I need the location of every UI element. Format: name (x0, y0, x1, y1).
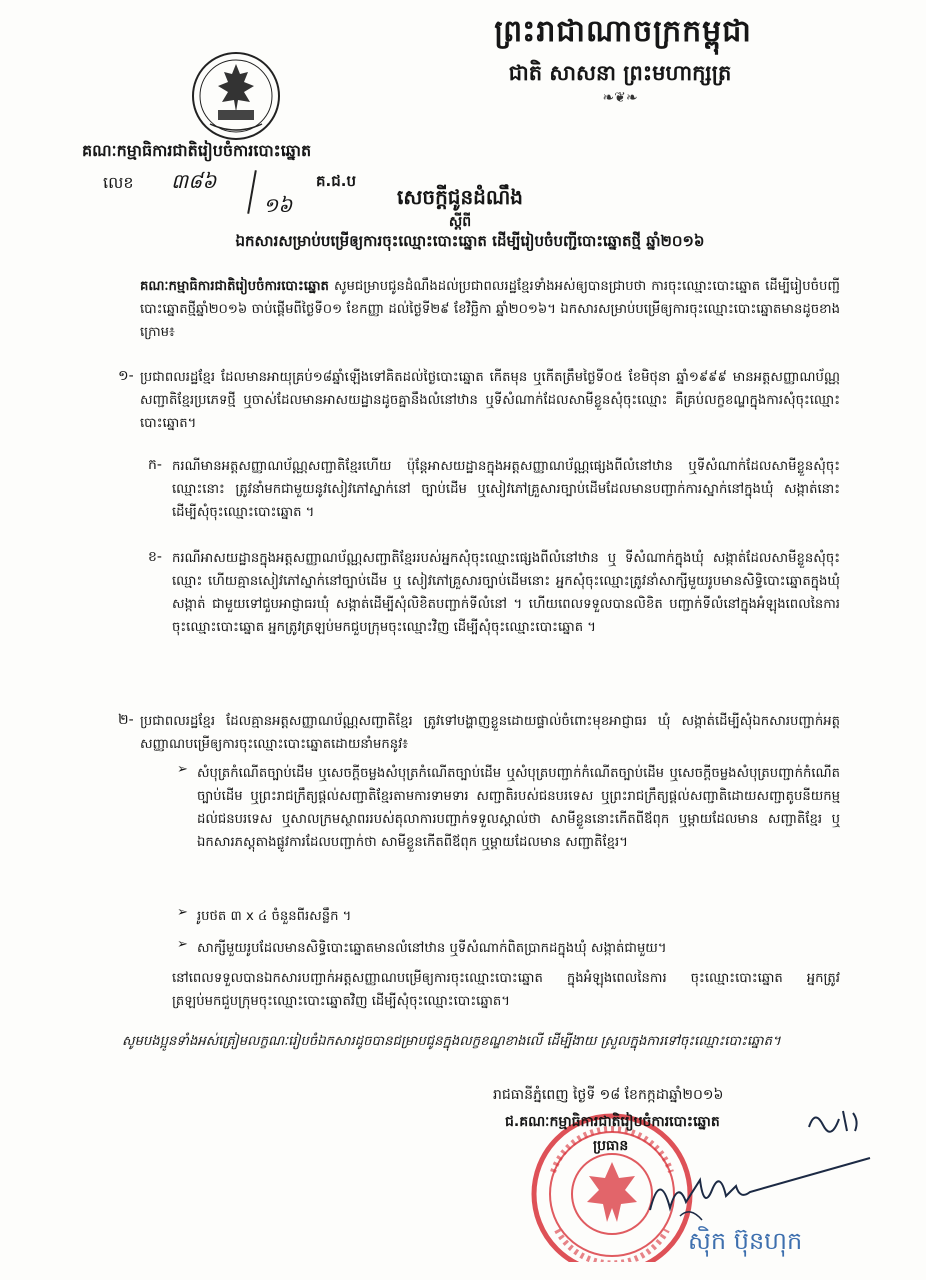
bullet-2-text: រូបថត ៣ x ៤ ចំនួនពីរសន្លឹក ។ (197, 909, 352, 924)
item-1-number: ១- (118, 368, 134, 384)
bullet-3-text: សាក្សីមួយរូបដែលមានសិទ្ធិបោះឆ្នោតមានលំនៅឋាន ឬទីសំណាក់ពិតប្រាកដក្នុងឃុំ សង្កាត់ជាមួយ។ (197, 941, 667, 956)
reference-slash (247, 170, 257, 214)
handwritten-signature-icon (640, 1150, 890, 1230)
reference-handwritten-number: ៣៨៦ (171, 169, 217, 193)
signatory-committee: ជ.គណៈកម្មាធិការជាតិរៀបចំការបោះឆ្នោត (505, 1114, 720, 1130)
bullet-arrow-icon: ➢ (177, 937, 188, 952)
signatory-role: ប្រធាន (593, 1138, 629, 1154)
reference-suffix: គ.ជ.ប (316, 172, 356, 190)
notice-title: សេចក្តីជូនដំណឹង (397, 185, 523, 209)
item-1b-number: ខ- (148, 549, 162, 565)
item-2-number: ២- (118, 712, 134, 728)
notice-about-label: ស្តីពី (448, 214, 472, 230)
reference-handwritten-year: ១៦ (263, 193, 293, 217)
header-ornament: ❧❦❧ (602, 90, 638, 106)
closing-paragraph: សូមបងប្អូនទាំងអស់ត្រៀមលក្ខណៈរៀបចំឯកសារដូចបានជម្រាបជូនក្នុងលក្ខខណ្ឌខាងលើ ដើម្បីងាយ ស្រួលក្នុងការទៅចុះឈ្មោះបោះឆ្នោត។ (122, 1034, 781, 1049)
signer-name: ស៊ិក ប៊ុនហុក (688, 1227, 803, 1255)
intro-paragraph (140, 275, 840, 344)
item-2-text: ប្រជាពលរដ្ឋខ្មែរ ដែលគ្មានអត្តសញ្ញាណប័ណ្ណសញ្ជាតិខ្មែរ ត្រូវទៅបង្ហាញខ្លួនដោយផ្ទាល់ចំពោះមុខអាជ្ញាធរ ឃុំ សង្កាត់ដើម្បីសុំឯកសារបញ្ជាក់អត្តសញ្ញាណបម្រើឲ្យការចុះឈ្មោះបោះឆ្នោតដោយនាំមកនូវ៖ (140, 714, 840, 752)
reference-number (103, 168, 303, 218)
bullet-arrow-icon: ➢ (177, 762, 188, 777)
item-1-text: ប្រជាពលរដ្ឋខ្មែរ ដែលមានអាយុគ្រប់១៨ឆ្នាំឡើងទៅគិតដល់ថ្ងៃបោះឆ្នោត កើតមុន ឬកើតត្រឹមថ្ងៃទី០៥ ខែមិថុនា ឆ្នាំ១៩៩៩ មានអត្តសញ្ញាណប័ណ្ណសញ្ជាតិខ្មែរប្រភេទថ្មី ឬចាស់ដែលមានអាសយដ្ឋានដូចគ្នានឹងលំនៅឋាន ឬទីសំណាក់ដែលសាមីខ្លួនសុំចុះឈ្មោះ គឺគ្រប់លក្ខខណ្ឌក្នុងការសុំចុះឈ្មោះបោះឆ្នោត។ (140, 370, 840, 431)
notice-subject: ឯកសារសម្រាប់បម្រើឲ្យការចុះឈ្មោះបោះឆ្នោត ដើម្បីរៀបចំបញ្ជីបោះឆ្នោតថ្មី ឆ្នាំ២០១៦ (235, 232, 705, 250)
after-bullets-paragraph: នៅពេលទទួលបានឯកសារបញ្ជាក់អត្តសញ្ញាណបម្រើឲ្យការចុះឈ្មោះបោះឆ្នោត ក្នុងអំឡុងពេលនៃការ ចុះឈ្មោះបោះឆ្នោត អ្នកត្រូវត្រឡប់មកជួបក្រុមចុះឈ្មោះបោះឆ្នោតវិញ ដើម្បីសុំចុះឈ្មោះបោះឆ្នោត។ (172, 971, 840, 1009)
item-1a-number: ក- (148, 457, 162, 473)
bullet-1-text: សំបុត្រកំណើតច្បាប់ដើម ឬសេចក្តីចម្លងសំបុត្រកំណើតច្បាប់ដើម ឬសំបុត្របញ្ជាក់កំណើតច្បាប់ដើម ឬសេចក្តីចម្លងសំបុត្របញ្ជាក់កំណើតច្បាប់ដើម ឬព្រះរាជក្រឹត្យផ្តល់សញ្ជាតិខ្មែរតាមការទាមទារ សញ្ជាតិរបស់ជនបរទេស ឬព្រះរាជក្រឹត្យផ្តល់សញ្ជាតិដោយសញ្ជាតូបនីយកម្មដល់ជនបរទេស ឬសាលក្រមស្ថាពររបស់តុលាការបញ្ជាក់ទទួលស្គាល់ថា សាមីខ្លួននោះកើតពីឪពុក ឬម្តាយដែលមាន សញ្ជាតិខ្មែរ ឬឯកសារភស្តុតាងផ្លូវការដែលបញ្ជាក់ថា សាមីខ្លួនកើតពីឪពុក ឬម្តាយដែលមាន សញ្ជាតិខ្មែរ។ (197, 766, 840, 850)
item-1a-text: ករណីមានអត្តសញ្ញាណប័ណ្ណសញ្ជាតិខ្មែរហើយ ប៉ុន្តែអាសយដ្ឋានក្នុងអត្តសញ្ញាណប័ណ្ណផ្សេងពីលំនៅឋាន ឬទីសំណាក់ដែលសាមីខ្លួនសុំចុះឈ្មោះនោះ ត្រូវនាំមកជាមួយនូវសៀវភៅស្នាក់នៅ ច្បាប់ដើម ឬសៀវភៅគ្រួសារច្បាប់ដើមដែលមានបញ្ជាក់ការស្នាក់នៅក្នុងឃុំ សង្កាត់នោះ ដើម្បីសុំចុះឈ្មោះបោះឆ្នោត ។ (172, 459, 840, 520)
item-1b-text: ករណីអាសយដ្ឋានក្នុងអត្តសញ្ញាណប័ណ្ណសញ្ជាតិខ្មែររបស់អ្នកសុំចុះឈ្មោះផ្សេងពីលំនៅឋាន ឬ ទីសំណាក់ក្នុងឃុំ សង្កាត់ដែលសាមីខ្លួនសុំចុះឈ្មោះ ហើយគ្មានសៀវភៅស្នាក់នៅច្បាប់ដើម ឬ សៀវភៅគ្រួសារច្បាប់ដើមនោះ អ្នកសុំចុះឈ្មោះត្រូវនាំសាក្សីមួយរូបមានសិទ្ធិបោះឆ្នោតក្នុងឃុំ សង្កាត់ ជាមួយទៅជួបអាជ្ញាធរឃុំ សង្កាត់ដើម្បីសុំលិខិតបញ្ជាក់ទីលំនៅ ។ ហើយពេលទទួលបានលិខិត បញ្ជាក់ទីលំនៅក្នុងអំឡុងពេលនៃការចុះឈ្មោះបោះឆ្នោត អ្នកត្រូវត្រឡប់មកជួបក្រុមចុះឈ្មោះវិញ ដើម្បីសុំចុះឈ្មោះបោះឆ្នោត ។ (172, 551, 840, 635)
intro-text: សូមជម្រាបជូនដំណឹងដល់ប្រជាពលរដ្ឋខ្មែរទាំងអស់ឲ្យបានជ្រាបថា ការចុះឈ្មោះបោះឆ្នោត ដើម្បីរៀបចំបញ្ជីបោះឆ្នោតថ្មីឆ្នាំ២០១៦ ចាប់ផ្តើមពីថ្ងៃទី០១ ខែកញ្ញា ដល់ថ្ងៃទី២៩ ខែវិច្ឆិកា ឆ្នាំ២០១៦។ ឯកសារសម្រាប់បម្រើឲ្យការចុះឈ្មោះបោះឆ្នោតមានដូចខាងក្រោម៖ (140, 279, 840, 340)
initials-mark-icon (805, 1105, 865, 1135)
reference-label: លេខ (103, 173, 134, 192)
issuing-committee: គណៈកម្មាធិការជាតិរៀបចំការបោះឆ្នោត (82, 141, 312, 160)
intro-lead: គណៈកម្មាធិការជាតិរៀបចំការបោះឆ្នោត (140, 279, 329, 294)
bullet-arrow-icon: ➢ (177, 905, 188, 920)
committee-emblem-icon (190, 50, 282, 142)
date-line: រាជធានីភ្នំពេញ ថ្ងៃទី ១៨ ខែកក្កដាឆ្នាំ២០១៦ (493, 1087, 724, 1103)
kingdom-title: ព្រះរាជាណាចក្រកម្ពុជា (494, 14, 752, 49)
national-motto: ជាតិ សាសនា ព្រះមហាក្សត្រ (508, 60, 732, 85)
